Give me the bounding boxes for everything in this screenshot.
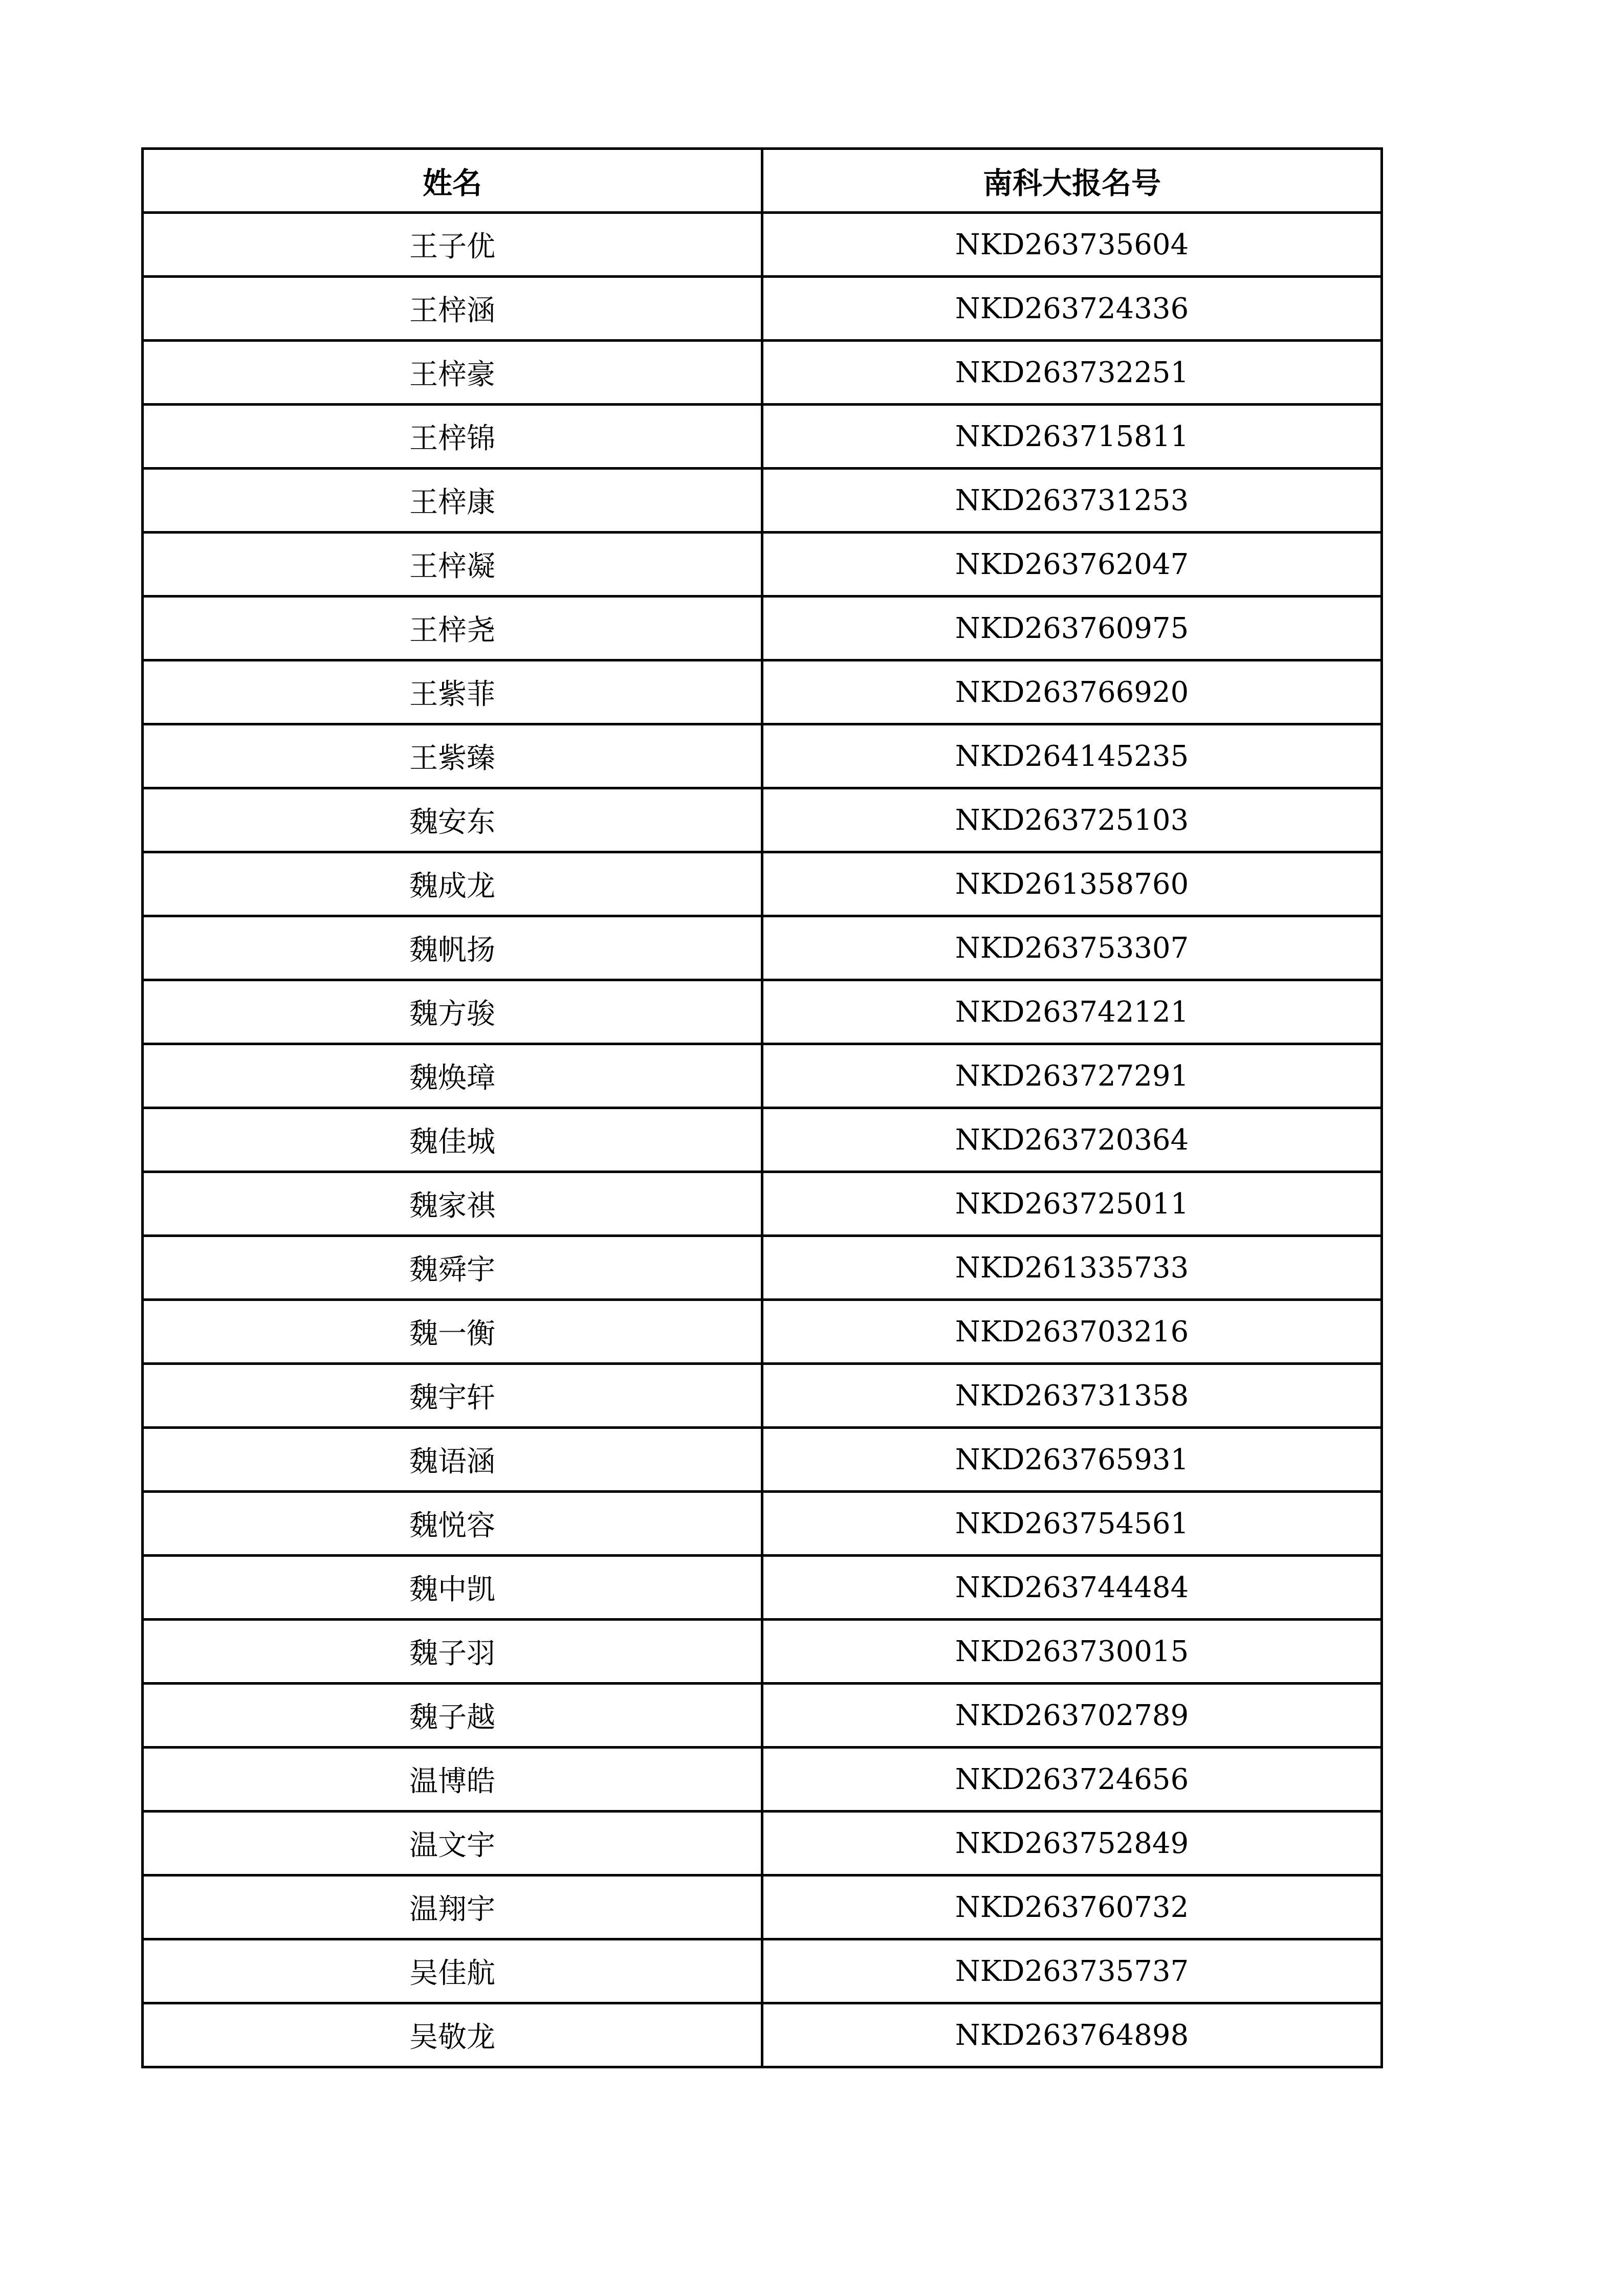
cell-name: 魏佳城 [143, 1108, 762, 1172]
table-row [143, 405, 1382, 469]
cell-registration-number: NKD263727291 [762, 1044, 1382, 1108]
table-row [143, 1556, 1382, 1620]
cell-registration-number: NKD263753307 [762, 916, 1382, 980]
cell-name: 王梓尧 [143, 597, 762, 660]
cell-registration-number: NKD263735737 [762, 1939, 1382, 2003]
cell-name: 魏家祺 [143, 1172, 762, 1236]
cell-name: 吴佳航 [143, 1939, 762, 2003]
cell-registration-number: NKD263720364 [762, 1108, 1382, 1172]
cell-name: 魏悦容 [143, 1492, 762, 1556]
cell-name: 魏安东 [143, 788, 762, 852]
cell-name: 魏中凯 [143, 1556, 762, 1620]
cell-registration-number: NKD263730015 [762, 1620, 1382, 1684]
cell-name: 王梓凝 [143, 533, 762, 597]
cell-name: 温文宇 [143, 1812, 762, 1875]
table-row [143, 660, 1382, 724]
cell-name: 王紫臻 [143, 724, 762, 788]
cell-name: 王紫菲 [143, 660, 762, 724]
table-row [143, 852, 1382, 916]
cell-name: 魏语涵 [143, 1428, 762, 1492]
cell-registration-number: NKD263742121 [762, 980, 1382, 1044]
table-row [143, 1300, 1382, 1364]
table-row [143, 1684, 1382, 1748]
cell-registration-number: NKD263731253 [762, 469, 1382, 533]
table-row [143, 533, 1382, 597]
table-row [143, 1108, 1382, 1172]
cell-name: 魏子越 [143, 1684, 762, 1748]
cell-name: 王梓豪 [143, 341, 762, 405]
cell-name: 王梓涵 [143, 277, 762, 341]
cell-registration-number: NKD263766920 [762, 660, 1382, 724]
table-row [143, 1875, 1382, 1939]
cell-name: 王梓康 [143, 469, 762, 533]
table-row [143, 1236, 1382, 1300]
table-row [143, 1044, 1382, 1108]
table-header-row [143, 149, 1382, 213]
table-row [143, 341, 1382, 405]
cell-name: 魏一衡 [143, 1300, 762, 1364]
cell-registration-number: NKD263703216 [762, 1300, 1382, 1364]
cell-name: 温翔宇 [143, 1875, 762, 1939]
table-row [143, 1428, 1382, 1492]
table-body [143, 213, 1382, 2067]
table-row [143, 724, 1382, 788]
cell-registration-number: NKD263760975 [762, 597, 1382, 660]
cell-name: 魏子羽 [143, 1620, 762, 1684]
cell-registration-number: NKD263732251 [762, 341, 1382, 405]
cell-name: 魏焕璋 [143, 1044, 762, 1108]
table-row [143, 788, 1382, 852]
cell-registration-number: NKD263702789 [762, 1684, 1382, 1748]
cell-name: 吴敬龙 [143, 2003, 762, 2067]
table-row [143, 2003, 1382, 2067]
cell-registration-number: NKD263762047 [762, 533, 1382, 597]
table-row [143, 1492, 1382, 1556]
table-row [143, 1364, 1382, 1428]
cell-registration-number: NKD261358760 [762, 852, 1382, 916]
roster-table [141, 147, 1383, 2068]
cell-name: 魏成龙 [143, 852, 762, 916]
cell-registration-number: NKD263715811 [762, 405, 1382, 469]
table-row [143, 597, 1382, 660]
cell-registration-number: NKD263752849 [762, 1812, 1382, 1875]
cell-registration-number: NKD263724656 [762, 1748, 1382, 1812]
table-row [143, 1620, 1382, 1684]
cell-name: 魏舜宇 [143, 1236, 762, 1300]
cell-name: 王子优 [143, 213, 762, 277]
cell-name: 魏帆扬 [143, 916, 762, 980]
cell-name: 王梓锦 [143, 405, 762, 469]
table-row [143, 1812, 1382, 1875]
cell-registration-number: NKD263725011 [762, 1172, 1382, 1236]
cell-name: 温博皓 [143, 1748, 762, 1812]
cell-registration-number: NKD261335733 [762, 1236, 1382, 1300]
cell-registration-number: NKD263724336 [762, 277, 1382, 341]
cell-name: 魏宇轩 [143, 1364, 762, 1428]
header-name: 姓名 [143, 149, 762, 213]
cell-registration-number: NKD263744484 [762, 1556, 1382, 1620]
cell-registration-number: NKD263764898 [762, 2003, 1382, 2067]
cell-registration-number: NKD264145235 [762, 724, 1382, 788]
table-row [143, 1172, 1382, 1236]
table-row [143, 1939, 1382, 2003]
table-row [143, 1748, 1382, 1812]
cell-registration-number: NKD263754561 [762, 1492, 1382, 1556]
cell-registration-number: NKD263725103 [762, 788, 1382, 852]
cell-registration-number: NKD263765931 [762, 1428, 1382, 1492]
table-row [143, 213, 1382, 277]
table-row [143, 277, 1382, 341]
cell-registration-number: NKD263760732 [762, 1875, 1382, 1939]
header-registration-number: 南科大报名号 [762, 149, 1382, 213]
table-row [143, 916, 1382, 980]
cell-registration-number: NKD263735604 [762, 213, 1382, 277]
table-row [143, 469, 1382, 533]
cell-name: 魏方骏 [143, 980, 762, 1044]
cell-registration-number: NKD263731358 [762, 1364, 1382, 1428]
table-row [143, 980, 1382, 1044]
